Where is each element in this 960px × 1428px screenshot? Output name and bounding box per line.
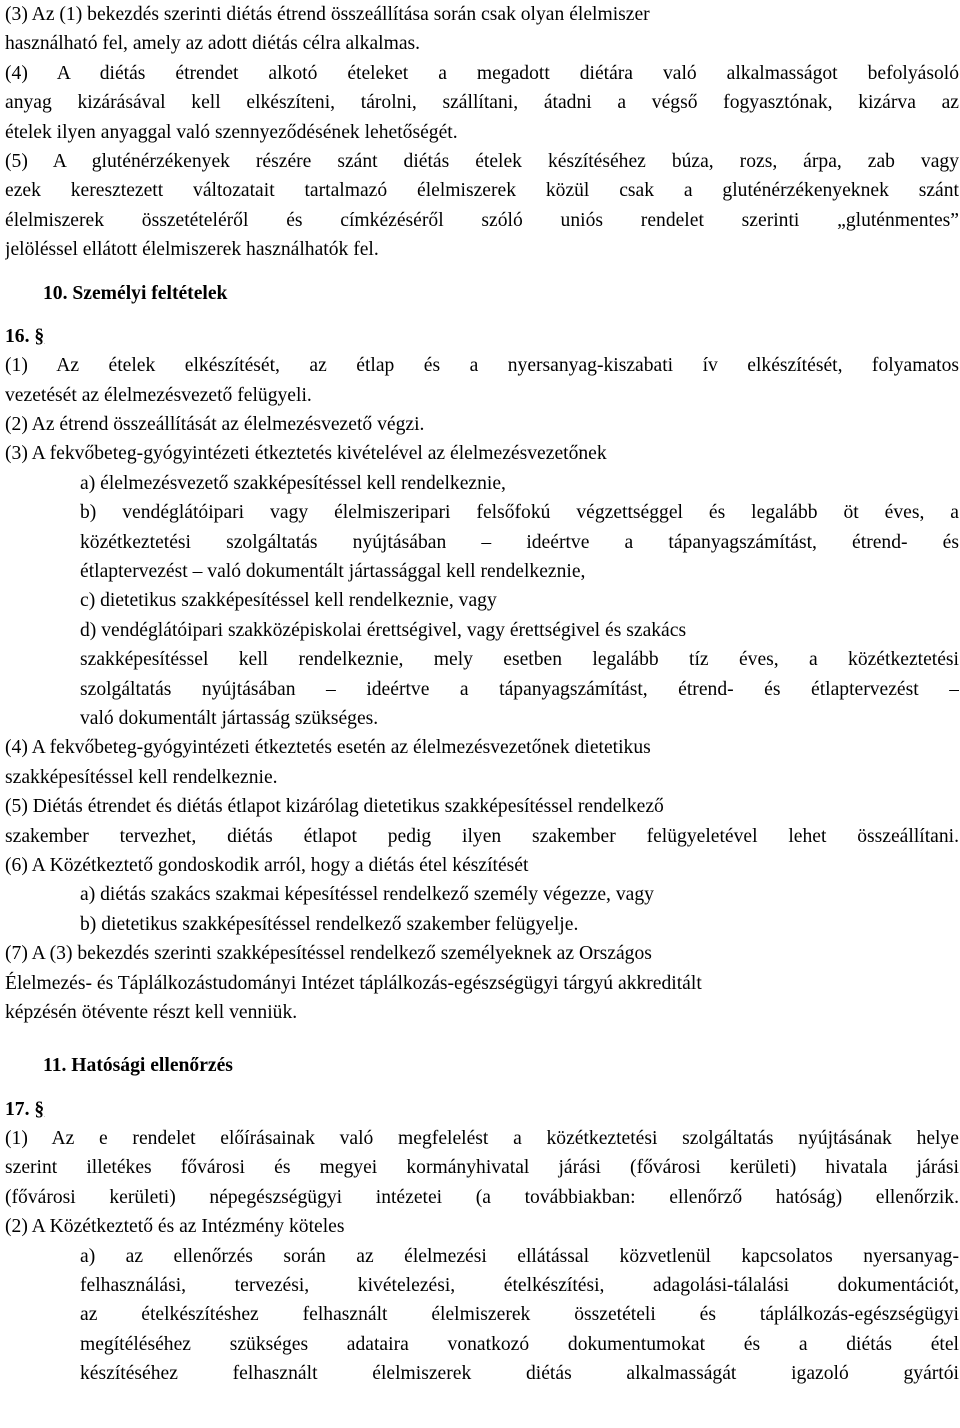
text-line: (3) Az (1) bekezdés szerinti diétás étrend összeállítása során csak olyan élelmiszer [5,4,650,25]
text-line: Élelmezés- és Táplálkozástudományi Intézet táplálkozás-egészségügyi tárgyú akkreditált [5,972,702,994]
text-line: d) vendéglátóipari szakközépiskolai érettségivel, vagy érettségivel és szakács [80,619,687,641]
text-line: (5) A gluténérzékenyek részére szánt diétás ételek készítéséhez búza, rozs, árpa, zab vagy [5,150,959,172]
text-line: szakember tervezhet, diétás étlapot pedig ilyen szakember felügyeletével lehet összeállítani. [5,825,959,847]
text-line: (4) A fekvőbeteg-gyógyintézeti étkeztetés esetén az élelmezésvezetőnek dietetikus [5,737,651,759]
text-line: felhasználási, tervezési, kivételezési, ételkészítési, adagolási-tálalási dokumentációt, [80,1275,959,1297]
text-line: (2) A Közétkeztető és az Intézmény köteles [5,1216,345,1238]
text-line: a) élelmezésvezető szakképesítéssel kell rendelkeznie, [80,472,506,494]
text-line: ezek keresztezett változatait tartalmazó élelmiszerek közül csak a gluténérzékenyeknek szánt [5,180,959,202]
spacer [5,1081,959,1095]
text-line: való dokumentált jártasság szükséges. [80,707,379,729]
paragraph-number: 16. [5,325,30,347]
text-line: az ételkészítéshez felhasznált élelmiszerek összetételi és táplálkozás-egészségügyi [80,1304,959,1326]
section-sign-link[interactable]: § [34,1098,45,1120]
text-line: vezetését az élelmezésvezető felügyeli. [5,384,312,406]
text-line: élelmiszerek összetételéről és címkézéséről szóló uniós rendelet szerinti „gluténmentes” [5,209,959,231]
text-line: (1) Az ételek elkészítését, az étlap és a nyersanyag-kiszabati ív elkészítését, folyamatos [5,355,959,377]
text-line: étlaptervezést – való dokumentált jártassággal kell rendelkeznie, [80,561,586,583]
text-line: képzésén ötévente részt kell venniük. [5,1001,298,1023]
section-sign-link[interactable]: § [34,325,45,347]
text-line: közétkeztetési szolgáltatás nyújtásában – ideértve a tápanyagszámítást, étrend- és [80,531,959,553]
text-line: használható fel, amely az adott diétás célra alkalmas. [5,33,421,55]
spacer [5,308,959,322]
section-9-text [5,0,959,265]
paragraph-16-text [5,351,959,1027]
text-line: c) dietetikus szakképesítéssel kell rendelkeznie, vagy [80,590,497,612]
text-line: jelöléssel ellátott élelmiszerek használhatók fel. [5,239,379,261]
text-line: (7) A (3) bekezdés szerinti szakképesítéssel rendelkező személyeknek az Országos [5,943,652,965]
heading-section-11: 11. Hatósági ellenőrzés [43,1055,233,1077]
text-line: (5) Diétás étrendet és diétás étlapot kizárólag dietetikus szakképesítéssel rendelkező [5,796,664,818]
text-line: (6) A Közétkeztető gondoskodik arról, hogy a diétás étel készítését [5,854,529,876]
text-line: ételek ilyen anyaggal való szennyeződésének lehetőségét. [5,121,458,143]
text-line: anyag kizárásával kell elkészíteni, tárolni, szállítani, átadni a végső fogyasztónak, kizárva az [5,92,959,114]
text-line: szolgáltatás nyújtásában – ideértve a tápanyagszámítást, étrend- és étlaptervezést – [80,678,959,700]
text-line: (fővárosi kerületi) népegészségügyi intézetei (a továbbiakban: ellenőrző hatóság) ellenőrzik. [5,1186,959,1208]
text-line: b) dietetikus szakképesítéssel rendelkező szakember felügyelje. [80,913,579,935]
heading-section-10: 10. Személyi feltételek [43,282,228,304]
paragraph-17-text [5,1124,959,1389]
spacer [5,265,959,279]
text-line: a) diétás szakács szakmai képesítéssel rendelkező személy végezze, vagy [80,884,654,906]
text-line: szerint illetékes fővárosi és megyei kormányhivatal járási (fővárosi kerületi) hivatala járási [5,1157,959,1179]
text-line: b) vendéglátóipari vagy élelmiszeripari felsőfokú végzettséggel és legalább öt éves, a [80,502,959,524]
text-line: (2) Az étrend összeállítását az élelmezésvezető végzi. [5,414,425,436]
text-line: (3) A fekvőbeteg-gyógyintézeti étkeztetés kivételével az élelmezésvezetőnek [5,443,607,465]
paragraph-17-header [5,1095,959,1124]
paragraph-number: 17. [5,1098,30,1120]
text-line: szakképesítéssel kell rendelkeznie, mely esetben legalább tíz éves, a közétkeztetési [80,649,959,671]
text-line: megítéléséhez szükséges adataira vonatkozó dokumentumokat és a diétás étel [80,1333,959,1355]
text-line: készítéséhez felhasznált élelmiszerek diétás alkalmasságát igazoló gyártói [80,1363,959,1385]
spacer [5,1027,959,1051]
text-line: a) az ellenőrzés során az élelmezési ellátással közvetlenül kapcsolatos nyersanyag- [80,1245,959,1267]
paragraph-16-header [5,322,959,351]
text-line: (1) Az e rendelet előírásainak való megfelelést a közétkeztetési szolgáltatás nyújtásának helye [5,1128,959,1150]
text-line: (4) A diétás étrendet alkotó ételeket a megadott diétára való alkalmasságot befolyásoló [5,62,959,84]
text-line: szakképesítéssel kell rendelkeznie. [5,766,278,788]
document-page [5,0,959,1389]
